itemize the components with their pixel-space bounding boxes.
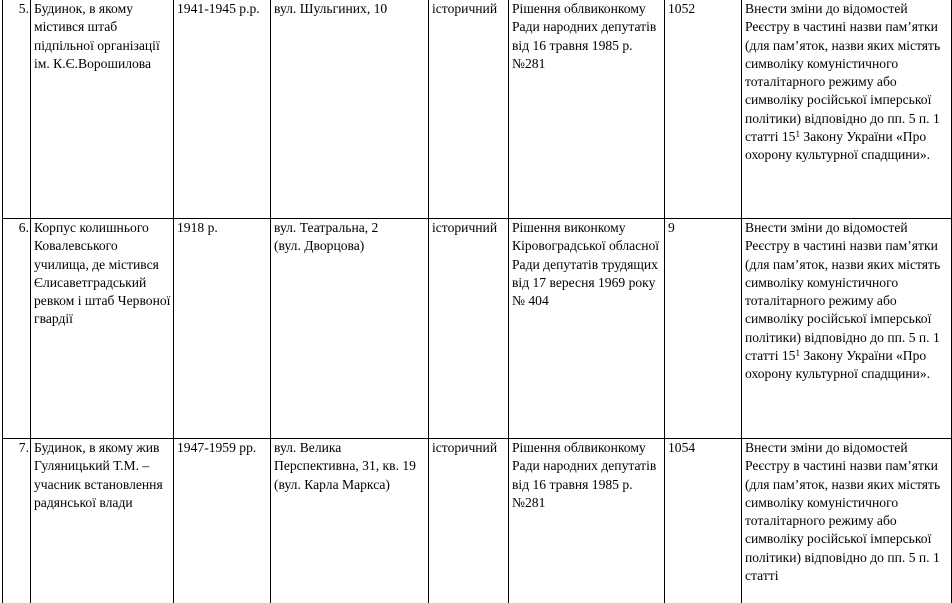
article-superscript: 1 [795,348,800,359]
monument-name: Будинок, в якому жив Гуляницький Т.М. – учасник встановлення радянської влади [31,439,174,603]
monument-dating: 1918 р. [174,219,271,439]
action-text-law: Закону України «Про охорону культурної спадщини». [745,348,931,382]
action-text [742,0,952,219]
action-text [742,219,952,439]
action-text-main: Внести зміни до відомостей Реєстру в частині назви пам’ятки (для пам’яток, назви яких містять символіку комуністичного тоталітарного режиму або символіку російської імперської політики) відповідно до пп. 5 п. 1 статті [745,440,941,584]
table-row [3,219,952,439]
registry-number: 1054 [665,439,742,603]
action-text-law: Закону України «Про охорону культурної спадщини». [745,129,931,163]
monument-address: вул. Велика Перспективна, 31, кв. 19 (вул. Карла Маркса) [271,439,429,603]
monument-name: Будинок, в якому містився штаб підпільної організації ім. К.Є.Ворошилова [31,0,174,219]
monument-dating: 1941-1945 р.р. [174,0,271,219]
action-text [742,439,952,603]
monument-name: Корпус колишнього Ковалевського училища, де містився Єлисаветградський ревком і штаб Червоної гвардії [31,219,174,439]
monument-type: історичний [429,439,509,603]
action-text-main: Внести зміни до відомостей Реєстру в частині назви пам’ятки (для пам’яток, назви яких містять символіку комуністичного тоталітарного режиму або символіку російської імперської політики) відповідно до пп. 5 п. 1 статті 15 [745,1,941,145]
protection-decision: Рішення виконкому Кіровоградської обласної Ради депутатів трудящих від 17 вересня 1969 року № 404 [509,219,665,439]
article-superscript: 1 [795,129,800,140]
registry-number: 9 [665,219,742,439]
protection-decision: Рішення облвиконкому Ради народних депутатів від 16 травня 1985 р. №281 [509,439,665,603]
monument-dating: 1947-1959 рр. [174,439,271,603]
monument-address: вул. Театральна, 2 (вул. Дворцова) [271,219,429,439]
monuments-table [2,0,952,603]
row-number: 7. [3,439,31,603]
monument-address: вул. Шульгиних, 10 [271,0,429,219]
row-number: 5. [3,0,31,219]
action-text-main: Внести зміни до відомостей Реєстру в частині назви пам’ятки (для пам’яток, назви яких містять символіку комуністичного тоталітарного режиму або символіку російської імперської політики) відповідно до пп. 5 п. 1 статті 15 [745,220,941,364]
table-row [3,0,952,219]
monument-type: історичний [429,219,509,439]
registry-number: 1052 [665,0,742,219]
monument-type: історичний [429,0,509,219]
row-number: 6. [3,219,31,439]
table-row [3,439,952,603]
protection-decision: Рішення облвиконкому Ради народних депутатів від 16 травня 1985 р. №281 [509,0,665,219]
